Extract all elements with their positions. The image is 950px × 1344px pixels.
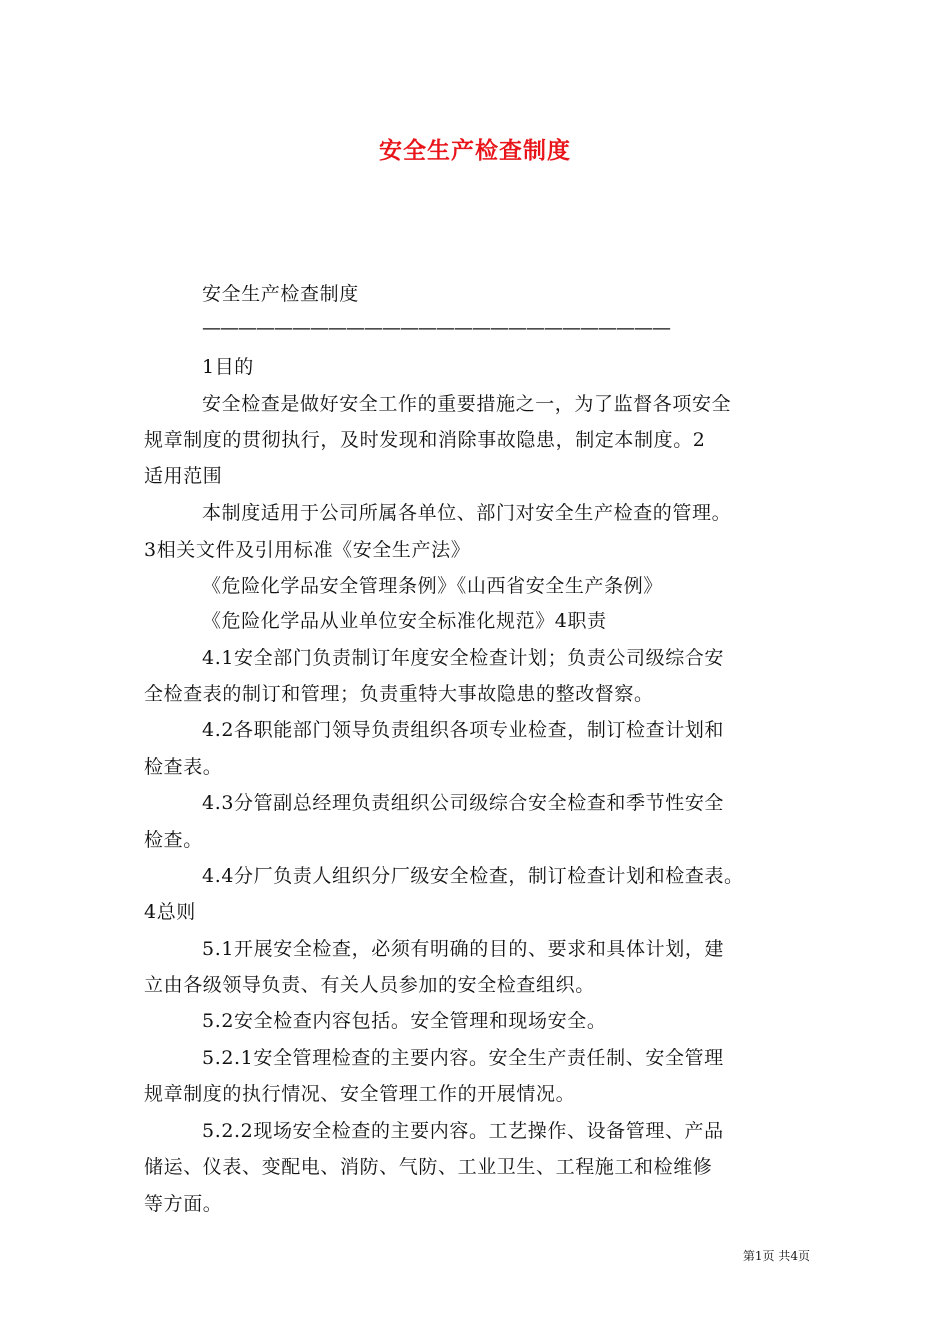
text-line: 《危险化学品安全管理条例》《山西省安全生产条例》 xyxy=(202,575,663,597)
text-line: 适用范围 xyxy=(144,465,223,487)
divider-line: —————————————————————————— xyxy=(202,317,670,339)
text-line: 3相关文件及引用标准《安全生产法》 xyxy=(144,539,471,561)
text-line: 4.1安全部门负责制订年度安全检查计划；负责公司级综合安 xyxy=(202,647,725,669)
text-line: 5.2.2现场安全检查的主要内容。工艺操作、设备管理、产品 xyxy=(202,1120,724,1142)
text-line: 1目的 xyxy=(202,356,254,378)
text-line: 检查表。 xyxy=(144,756,223,778)
text-line: 检查。 xyxy=(144,829,203,851)
text-line: 规章制度的执行情况、安全管理工作的开展情况。 xyxy=(144,1083,576,1105)
text-line: 5.2安全检查内容包括。安全管理和现场安全。 xyxy=(202,1010,607,1032)
text-line: 等方面。 xyxy=(144,1193,223,1215)
text-line: 储运、仪表、变配电、消防、气防、工业卫生、工程施工和检维修 xyxy=(144,1156,713,1178)
text-line: 安全检查是做好安全工作的重要措施之一，为了监督各项安全 xyxy=(202,393,732,415)
text-line: 5.2.1安全管理检查的主要内容。安全生产责任制、安全管理 xyxy=(202,1047,724,1069)
text-line: 4.4分厂负责人组织分厂级安全检查，制订检查计划和检查表。 xyxy=(202,865,744,887)
text-line: 全检查表的制订和管理；负责重特大事故隐患的整改督察。 xyxy=(144,683,654,705)
text-line: 立由各级领导负责、有关人员参加的安全检查组织。 xyxy=(144,974,595,996)
document-subtitle: 安全生产检查制度 xyxy=(202,283,359,305)
document-title: 安全生产检查制度 xyxy=(379,137,571,164)
text-line: 5.1开展安全检查，必须有明确的目的、要求和具体计划，建 xyxy=(202,938,725,960)
page-number: 第1页 共4页 xyxy=(742,1249,810,1263)
text-line: 本制度适用于公司所属各单位、部门对安全生产检查的管理。 xyxy=(202,502,732,524)
text-line: 4.3分管副总经理负责组织公司级综合安全检查和季节性安全 xyxy=(202,792,725,814)
text-line: 4.2各职能部门领导负责组织各项专业检查，制订检查计划和 xyxy=(202,719,725,741)
text-line: 《危险化学品从业单位安全标准化规范》4职责 xyxy=(202,610,607,632)
text-line: 规章制度的贯彻执行，及时发现和消除事故隐患，制定本制度。2 xyxy=(144,429,706,451)
text-line: 4总则 xyxy=(144,901,196,923)
